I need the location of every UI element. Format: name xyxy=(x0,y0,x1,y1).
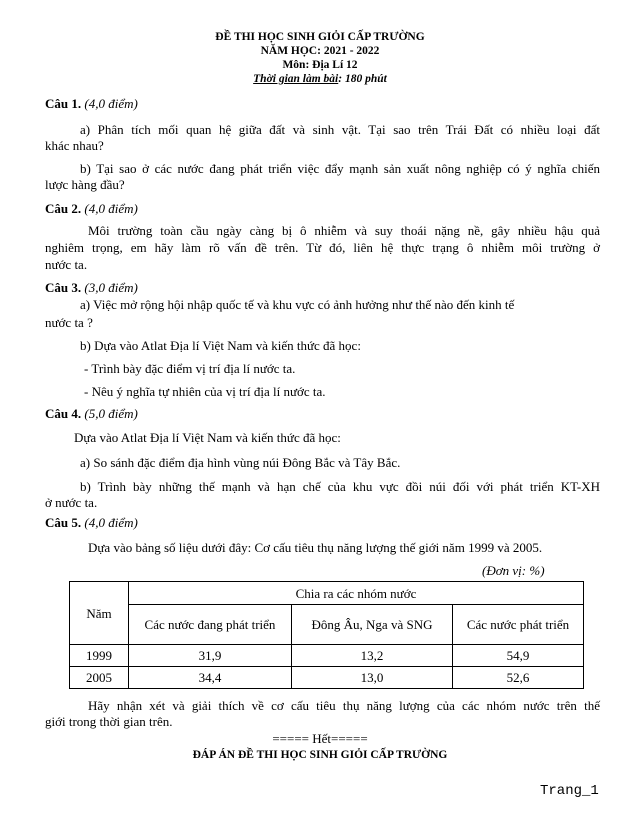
question-points: (4,0 điểm) xyxy=(84,201,138,216)
question-2-heading xyxy=(45,201,138,217)
row-developing: 34,4 xyxy=(129,667,292,689)
energy-consumption-table xyxy=(69,581,584,689)
q3a-line-2: nước ta ? xyxy=(45,315,93,330)
q1b-line-2: lược hàng đầu? xyxy=(45,177,125,192)
question-label: Câu 5. xyxy=(45,515,82,530)
question-points: (5,0 điểm) xyxy=(84,406,138,421)
q3b-item-1: - Trình bày đặc điểm vị trí địa lí nước ta. xyxy=(84,361,296,376)
question-points: (3,0 điểm) xyxy=(84,280,138,295)
q4-intro: Dựa vào Atlat Địa lí Việt Nam và kiến thức đã học: xyxy=(74,430,341,445)
q3b-item-2: - Nêu ý nghĩa tự nhiên của vị trí địa lí nước ta. xyxy=(84,384,326,399)
q1a-line-1: a) Phân tích mối quan hệ giữa đất và sinh vật. Tại sao trên Trái Đất có nhiều loại đất xyxy=(80,122,600,137)
q4a-line: a) So sánh đặc điểm địa hình vùng núi Đông Bắc và Tây Bắc. xyxy=(80,455,401,470)
question-points: (4,0 điểm) xyxy=(84,96,138,111)
q1b-line-1: b) Tại sao ở các nước đang phát triển việc đẩy mạnh sản xuất nông nghiệp có ý nghĩa chiến xyxy=(80,161,600,176)
row-developed: 54,9 xyxy=(453,645,584,667)
q5-intro: Dựa vào bảng số liệu dưới đây: Cơ cấu tiêu thụ năng lượng thế giới năm 1999 và 2005. xyxy=(88,540,543,555)
time-allowed xyxy=(0,72,640,86)
q4b-line-1: b) Trình bày những thế mạnh và hạn chế của khu vực đồi núi đối với phát triển KT-XH xyxy=(80,479,600,494)
question-4-heading xyxy=(45,406,138,422)
question-label: Câu 3. xyxy=(45,280,82,295)
time-value: : 180 phút xyxy=(338,73,387,85)
school-year: NĂM HỌC: 2021 - 2022 xyxy=(260,45,380,57)
time-label: Thời gian làm bài xyxy=(253,73,339,85)
row-eastern-europe: 13,0 xyxy=(292,667,453,689)
row-year: 1999 xyxy=(70,645,129,667)
question-label: Câu 2. xyxy=(45,201,82,216)
row-developed: 52,6 xyxy=(453,667,584,689)
row-eastern-europe: 13,2 xyxy=(292,645,453,667)
question-label: Câu 4. xyxy=(45,406,82,421)
year-header: Năm xyxy=(70,582,129,645)
question-5-heading xyxy=(45,515,138,531)
question-1-heading xyxy=(45,96,138,112)
q3a-line-1: a) Việc mở rộng hội nhập quốc tế và khu vực có ảnh hưởng như thế nào đến kinh tế xyxy=(80,297,515,312)
q3b-line: b) Dựa vào Atlat Địa lí Việt Nam và kiến thức đã học: xyxy=(80,338,361,353)
table-row xyxy=(70,667,584,689)
table-row xyxy=(70,645,584,667)
row-year: 2005 xyxy=(70,667,129,689)
end-marker: ===== Hết===== xyxy=(272,731,368,746)
col-eastern-europe: Đông Âu, Nga và SNG xyxy=(292,605,453,645)
question-label: Câu 1. xyxy=(45,96,82,111)
page-number: Trang_1 xyxy=(540,783,599,799)
q5-task-line-2: giới trong thời gian trên. xyxy=(45,714,173,729)
col-developing: Các nước đang phát triển xyxy=(129,605,292,645)
question-3-heading xyxy=(45,280,138,296)
table-unit: (Đơn vị: %) xyxy=(482,563,545,578)
col-developed: Các nước phát triển xyxy=(453,605,584,645)
answer-title: ĐÁP ÁN ĐỀ THI HỌC SINH GIỎI CẤP TRƯỜNG xyxy=(192,749,448,761)
q2-line-2: nghiêm trọng, em hãy làm rõ vấn đề trên. Từ đó, liên hệ thực trạng ô nhiễm môi trường ở xyxy=(45,240,600,255)
exam-title: ĐỀ THI HỌC SINH GIỎI CẤP TRƯỜNG xyxy=(215,31,425,43)
question-points: (4,0 điểm) xyxy=(84,515,138,530)
row-developing: 31,9 xyxy=(129,645,292,667)
q1a-line-2: khác nhau? xyxy=(45,138,104,153)
q5-task-line-1: Hãy nhận xét và giải thích về cơ cấu tiêu thụ năng lượng của các nhóm nước trên thế xyxy=(88,698,600,713)
subject: Môn: Địa Lí 12 xyxy=(282,59,358,71)
q4b-line-2: ở nước ta. xyxy=(45,495,98,510)
q2-line-1: Môi trường toàn cầu ngày càng bị ô nhiễm và suy thoái nặng nề, gây nhiều hậu quả xyxy=(88,223,600,238)
group-header: Chia ra các nhóm nước xyxy=(129,582,584,605)
q2-line-3: nước ta. xyxy=(45,257,88,272)
